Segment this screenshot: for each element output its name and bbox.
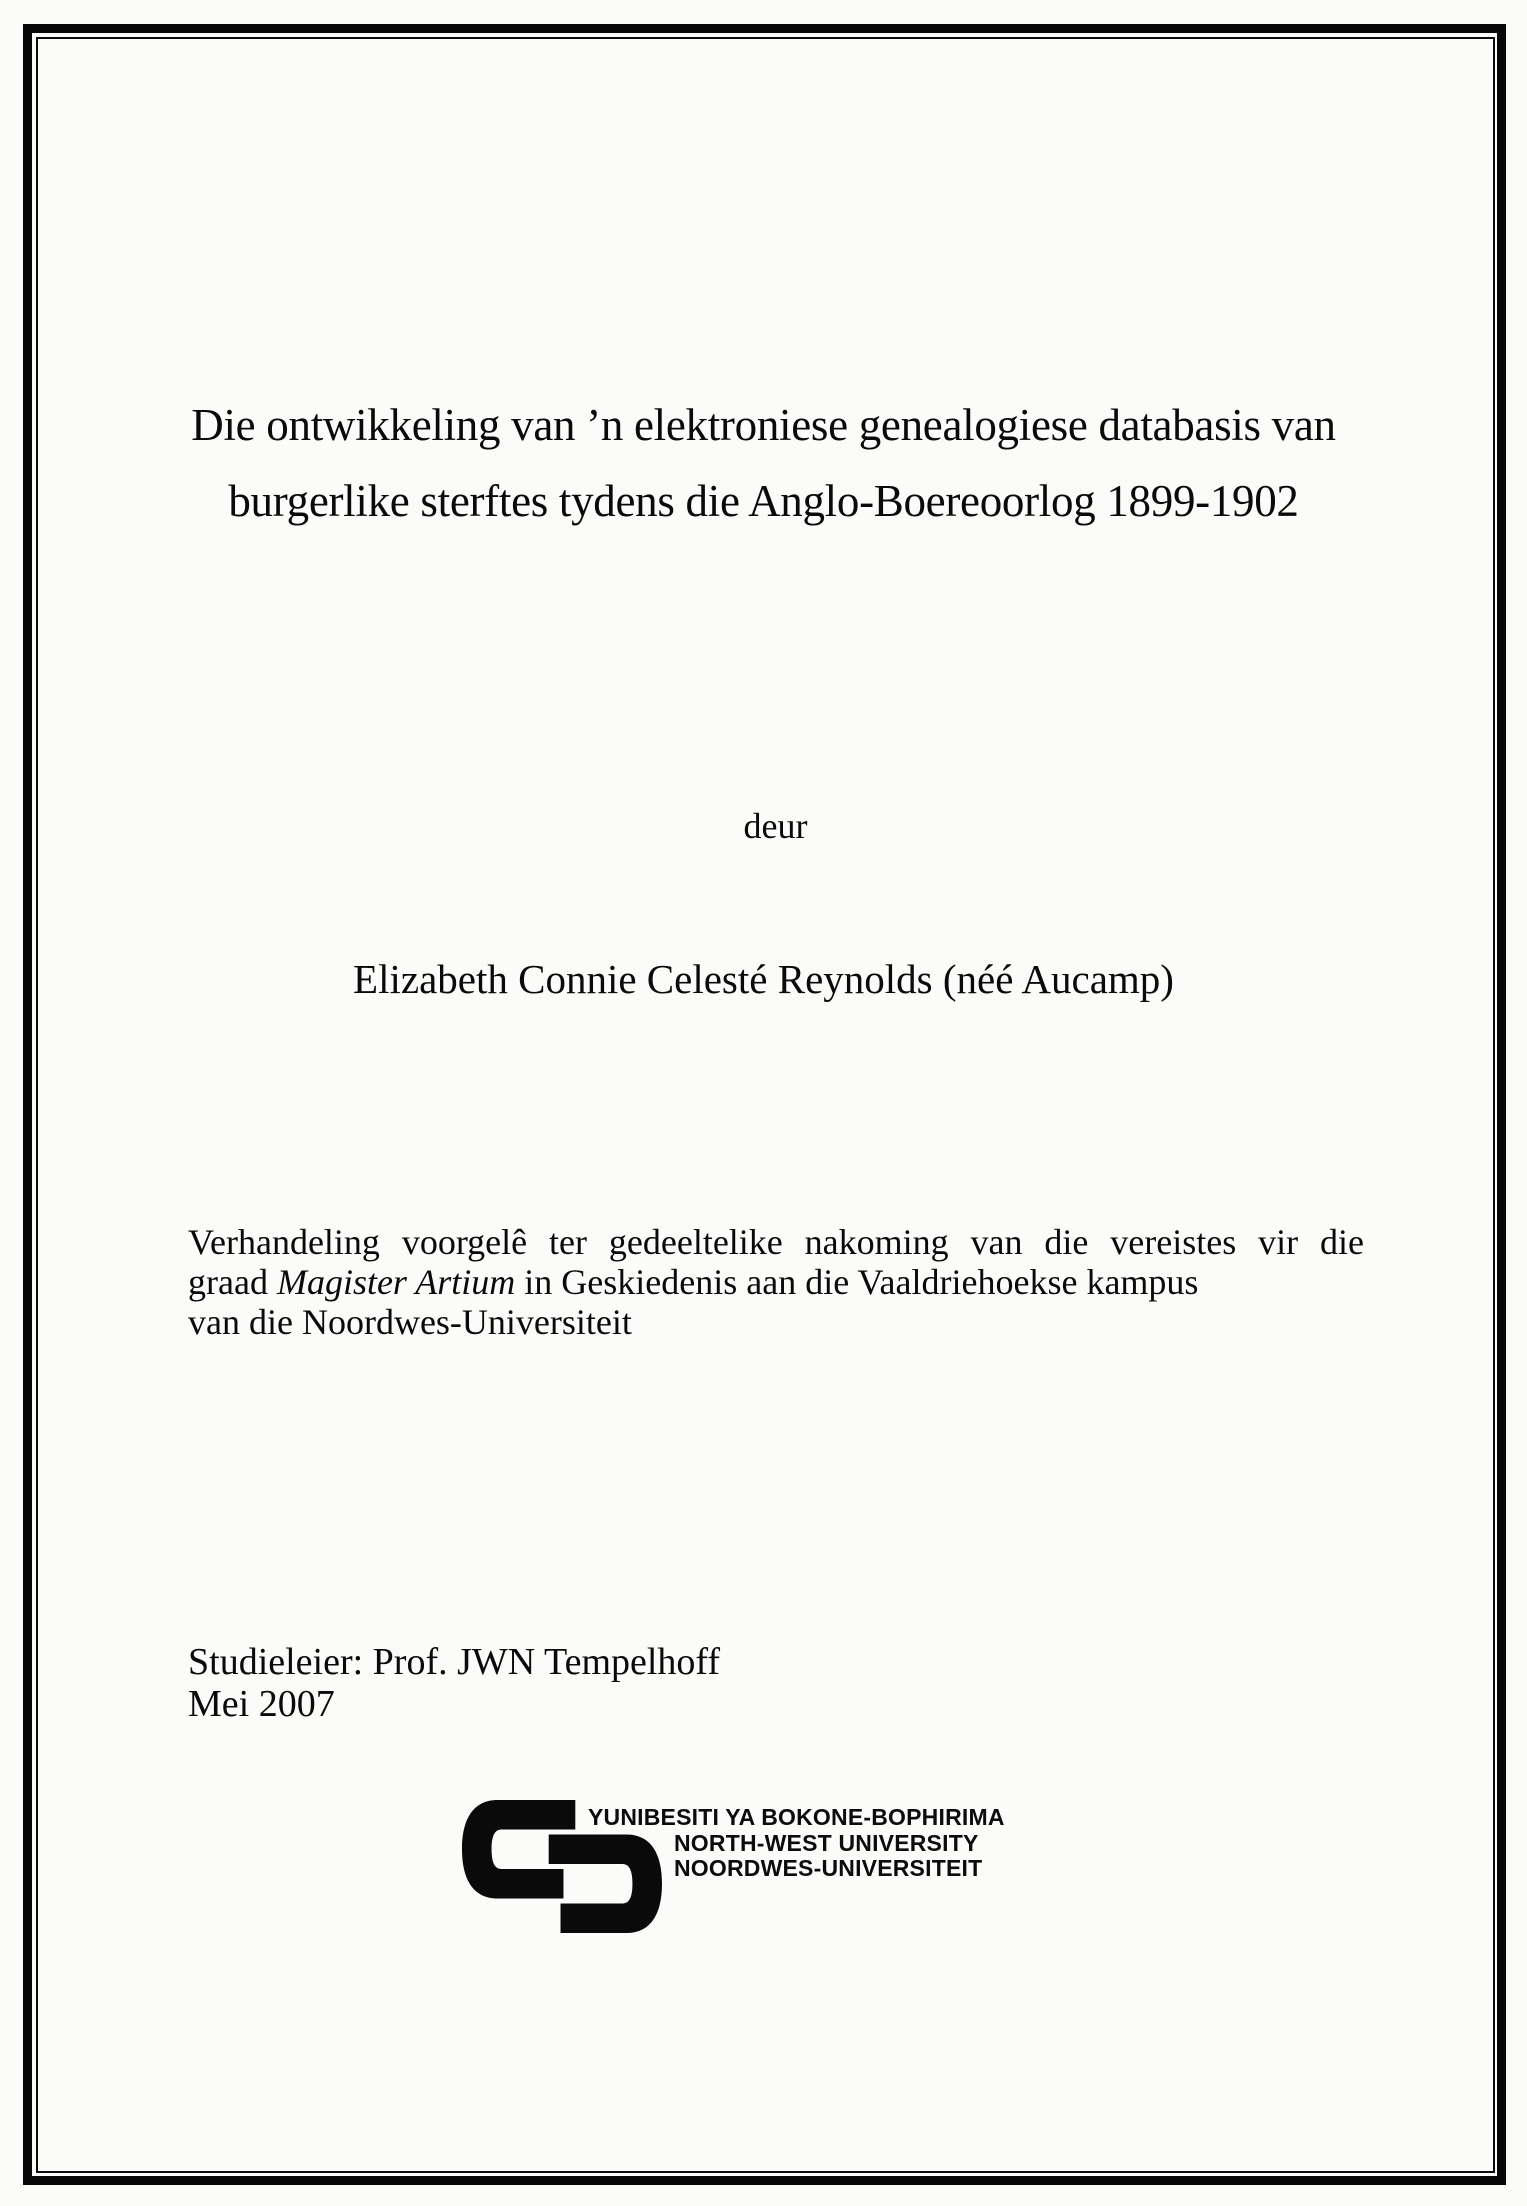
- thesis-title-line-1: Die ontwikkeling van ’n elektroniese genealogiese databasis van: [191, 400, 1336, 450]
- degree-statement-line-2-suffix: in Geskiedenis aan die Vaaldriehoekse kampus: [524, 1262, 1199, 1302]
- supervisor-line: Studieleier: Prof. JWN Tempelhoff: [188, 1641, 721, 1683]
- university-logo-wordmark: [588, 1805, 1148, 1882]
- logo-line-afrikaans: NOORDWES-UNIVERSITEIT: [674, 1855, 983, 1881]
- thesis-title: [95, 387, 1432, 539]
- supervisor-block: [188, 1641, 720, 1725]
- degree-name-italic: Magister Artium: [276, 1262, 516, 1302]
- logo-line-setswana: YUNIBESITI YA BOKONE-BOPHIRIMA: [588, 1804, 1005, 1830]
- byline-deur: deur: [743, 806, 808, 846]
- degree-statement-line-2-prefix: graad: [188, 1262, 268, 1302]
- date-line: Mei 2007: [188, 1683, 335, 1725]
- degree-statement: [188, 1222, 1364, 1342]
- logo-line-english: NORTH-WEST UNIVERSITY: [674, 1829, 979, 1856]
- degree-statement-line-1: Verhandeling voorgelê ter gedeeltelike nakoming van die vereistes vir die: [188, 1222, 1364, 1262]
- thesis-title-line-2: burgerlike sterftes tydens die Anglo-Boereoorlog 1899-1902: [228, 476, 1299, 526]
- author-name: Elizabeth Connie Celesté Reynolds (néé Aucamp): [353, 956, 1174, 1002]
- degree-statement-line-2: [188, 1262, 1364, 1302]
- degree-statement-line-3: van die Noordwes-Universiteit: [188, 1302, 632, 1342]
